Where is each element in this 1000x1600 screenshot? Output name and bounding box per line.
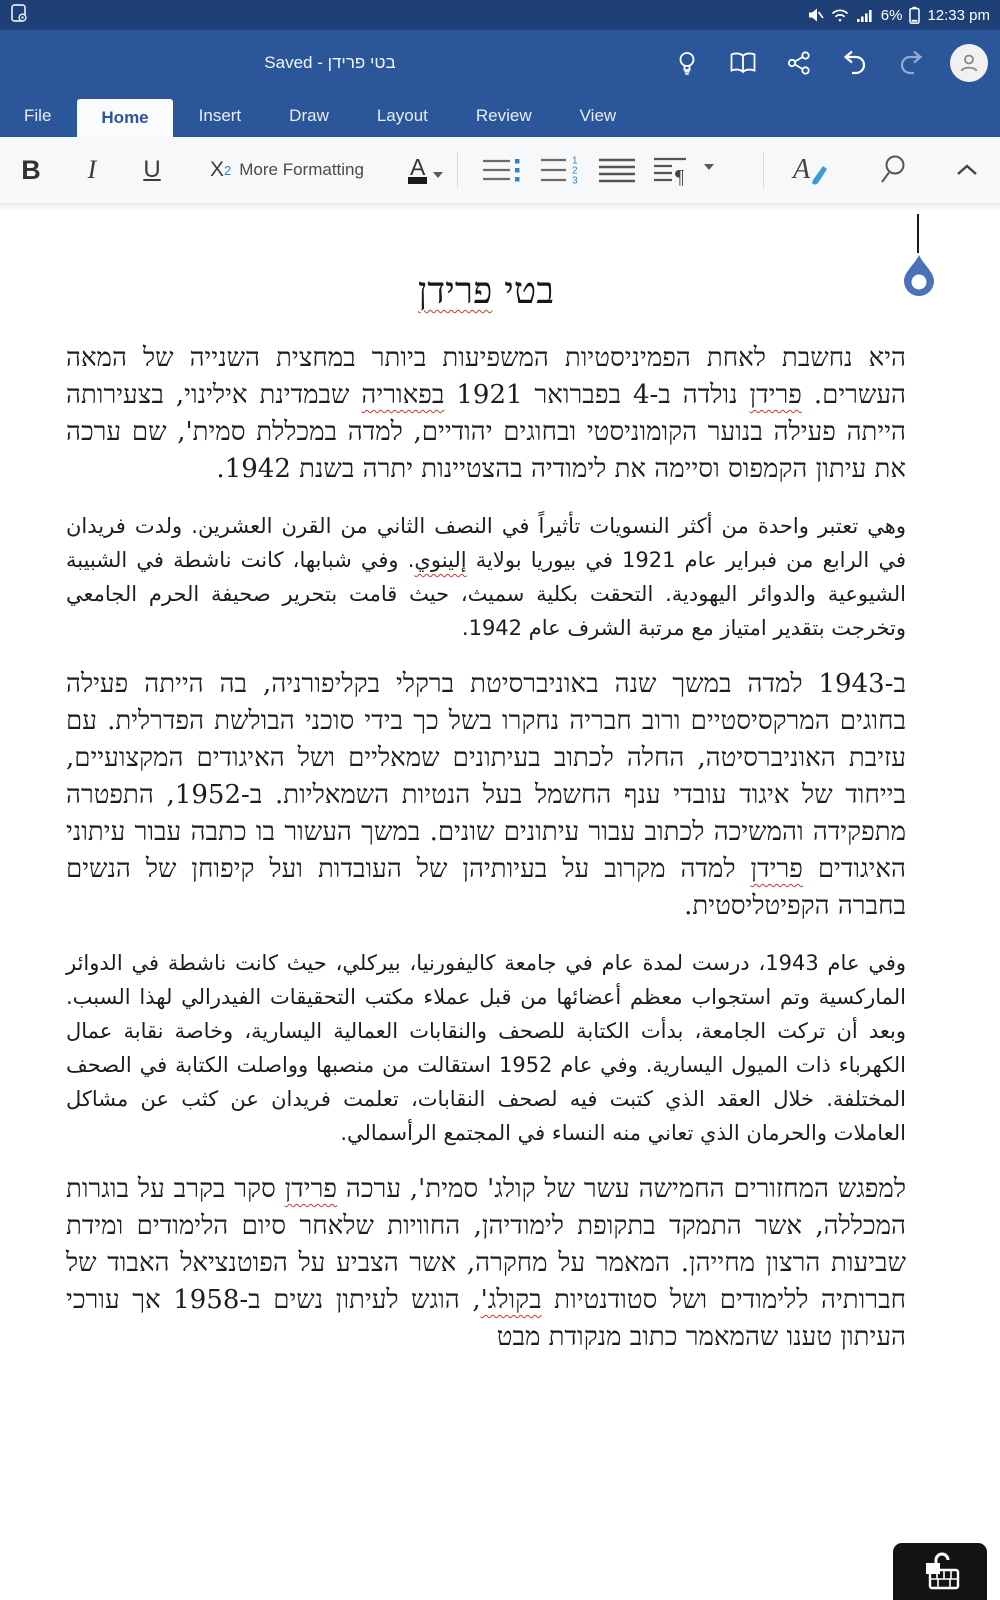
bullet-list-icon [480,155,522,185]
show-keyboard-button[interactable] [893,1543,987,1600]
text-run: למדה מקרוב על בעיותיהן של העובדות ועל קיפוחן של הנשים בחברה הקפיטליסטית. [66,854,906,921]
text-run: נולדה ב-4 בפברואר 1921 [444,380,750,410]
justify-button[interactable] [588,156,646,184]
title-bar [0,30,1000,95]
chevron-up-icon [956,164,978,176]
tab-home[interactable]: Home [77,99,172,137]
svg-text:2: 2 [572,165,578,177]
misspelled-word: إلينوي [414,548,467,572]
document-body[interactable] [66,269,906,1377]
chevron-down-icon [433,172,443,178]
tab-file[interactable]: File [24,106,52,125]
misspelled-word: בפאוריה [361,380,445,410]
text-run: למפגש המחזורים החמישה עשר של קולג' סמית', ערכה [337,1174,906,1204]
misspelled-word: פרידן [750,854,803,884]
document-title: Saved - בטי פרידן [264,52,396,72]
svg-text:3: 3 [572,175,578,186]
text-run: وهي تعتبر واحدة من أكثر النسويات تأثيراً في النصف الثاني من القرن العشرين. ولدت فريدان في الرابع من فبراير عام 1921 في بيوريا بولاية [66,514,906,572]
mute-icon [807,7,824,23]
paragraph[interactable] [66,340,906,488]
wifi-icon [831,8,849,23]
redo-icon[interactable] [894,46,928,80]
ribbon-tab-bar [0,95,1000,137]
text-cursor [917,214,919,253]
status-time: 12:33 pm [927,6,990,24]
font-color-button[interactable] [408,153,443,184]
numbered-list-button[interactable] [530,154,588,186]
read-view-book-icon[interactable] [726,46,760,80]
paragraph-marks-icon [652,154,698,186]
text-run: שבמדינת אילינוי, בצעירותה הייתה פעילה בנוער הקומוניסטי ובחוגים יהודיים, למדה במכללת סמית', שם ערכה את עיתון הקמפוס וסיימה את לימודיה בהצטיינות יתרה בשנת 1942. [66,380,906,484]
chevron-down-icon [704,164,714,170]
format-painter-button[interactable] [782,152,840,188]
misspelled-word: פרידן [417,269,493,312]
text-run: סקר בקרב על בוגרות המכללה, אשר התמקד בתקופת לימודיהן, החוויות שלאחר סיום הלימודים ומידת שביעות הרצון מחייהן. המאמר על מחקרה, אשר הצביע על הפוטנציאל האבוד של חברותיה ללימודים ושל סטודנטיות [66,1174,906,1315]
misspelled-word: בקולג' [480,1285,542,1315]
tab-review[interactable]: Review [475,106,532,125]
home-toolbar [0,137,1000,204]
bullet-list-button[interactable] [472,155,530,185]
italic-button[interactable]: I [87,155,97,184]
cell-signal-icon [856,8,874,23]
text-run: . وفي شبابها، كانت ناشطة في الشبيبة الشيوعية والدوائر اليهودية. التحقت بكلية سميث، حيث قامت بتحرير صحيفة الحرم الجامعي وتخرجت بتقدير امتياز مع مرتبة الشرف عام 1942. [66,548,906,640]
account-avatar[interactable] [950,44,988,82]
share-icon[interactable] [782,46,816,80]
tab-draw[interactable]: Draw [289,106,329,125]
lightbulb-icon[interactable] [670,46,704,80]
misspelled-word: פרידן [749,380,802,410]
text-run: בטי [492,269,555,312]
paragraph-formatting-button[interactable] [646,154,720,186]
numbered-list-icon [538,154,580,186]
font-color-icon: A [408,157,427,184]
toolbar-divider [763,152,764,188]
toolbar-divider [457,152,458,188]
paragraph[interactable] [66,946,906,1150]
battery-icon [909,6,920,24]
screen-capture-icon [10,3,28,27]
tab-insert[interactable]: Insert [198,106,242,125]
tab-view[interactable]: View [579,106,617,125]
paragraph[interactable] [66,666,906,925]
format-painter-icon [791,152,831,188]
svg-text:¶: ¶ [675,166,685,186]
subscript-icon[interactable]: X 2 [210,158,232,181]
underline-button[interactable]: U [143,156,161,183]
keyboard-unlock-icon [914,1552,966,1592]
paragraph[interactable] [66,509,906,645]
search-button[interactable] [864,154,922,186]
status-bar [0,0,1000,30]
misspelled-word: פרידן [284,1174,338,1204]
document-heading[interactable] [66,269,906,313]
text-run: ב-1943 למדה במשך שנה באוניברסיטת ברקלי בקליפורניה, בה הייתה פעילה בחוגים המרקסיסטיים ורוב חבריה נחקרו בשל כך בידי סוכני הבולשת הפדרלית. עם עזיבת האוניברסיטה, החלה לכתוב בעיתונים שמאליים ושל האיגודים המקצועיים, בייחוד של איגוד עובדי ענף החשמל בעל הנטיות השמאליות. ב-1952, התפטרה מתפקידה והמשיכה לכתוב עבור עיתונים שונים. במשך העשור בו כתבה עבור עיתוני האיגודים [66,669,906,884]
more-formatting-button[interactable]: More Formatting [239,160,364,179]
undo-icon[interactable] [838,46,872,80]
document-page[interactable] [0,203,1000,1600]
text-run: היא נחשבת לאחת הפמיניסטיות המשפיעות ביותר במחצית השנייה של המאה העשרים. [66,343,906,410]
paragraph[interactable] [66,1171,906,1356]
collapse-ribbon-button[interactable] [952,164,982,176]
tab-layout[interactable]: Layout [376,106,428,125]
svg-text:1: 1 [572,155,578,167]
justify-icon [597,156,637,184]
battery-percent: 6% [880,6,903,24]
svg-text:A: A [793,154,811,185]
bold-button[interactable]: B [21,154,41,185]
text-run: وفي عام 1943، درست لمدة عام في جامعة كاليفورنيا، بيركلي، حيث كانت ناشطة في الدوائر الماركسية وتم استجواب معظم أعضائها من قبل عملاء مكتب التحقيقات الفيدرالي لهذا السبب. وبعد أن تركت الجامعة، بدأت الكتابة للصحف والنقابات العمالية اليسارية، وخاصة نقابة عمال الكهرباء ذات الميول اليسارية. وفي عام 1952 استقالت من منصبها وواصلت الكتابة في الصحف المختلفة. خلال العقد الذي كتبت فيه لصحف النقابات، تعلمت فريدان عن كثب عن مشاكل العاملات والحرمان الذي تعاني منه النساء في المجتمع الرأسمالي. [66,951,907,1145]
text-run: , הוגש לעיתון נשים ב-1958 אך עורכי העיתון טענו שהמאמר כתוב מנקודת מבט [66,1285,906,1352]
search-icon [878,154,908,186]
